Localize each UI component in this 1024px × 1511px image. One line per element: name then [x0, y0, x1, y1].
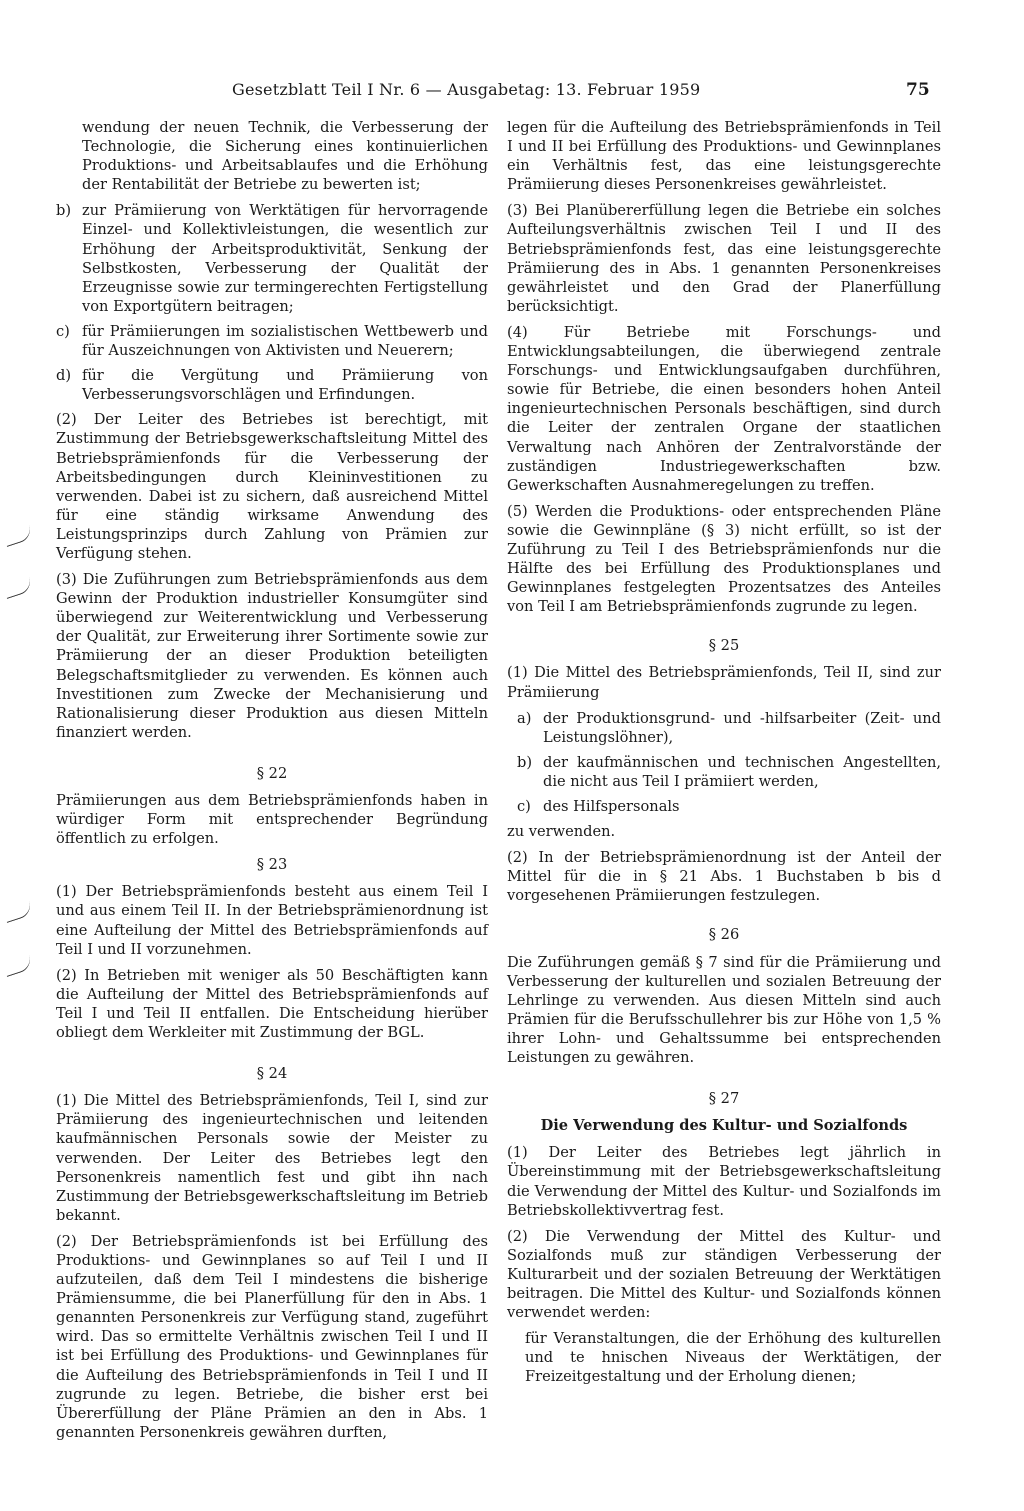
section-26-text: Die Zuführungen gemäß § 7 sind für die Prämiierung und Verbesserung der kulturellen und sozialen Betreuung der Lehrlinge zu verwenden. Aus diesen Mitteln sind auch Prämien für die Berufsschullehrer bis zur Höhe von 1,5 % ihrer Lohn- und Gehaltssumme bei entsprechenden Leistungen zu gewähren. — [507, 953, 941, 1067]
list-text: für Prämiierungen im sozialistischen Wettbewerb und für Auszeichnungen von Aktivisten und Neuerern; — [82, 322, 488, 360]
page-number: 75 — [906, 80, 930, 100]
page-header — [0, 80, 1024, 110]
list-text: für die Vergütung und Prämiierung von Verbesserungsvorschlägen und Erfindungen. — [82, 367, 488, 404]
paragraph-24-1: (1) Die Mittel des Betriebsprämienfonds, Teil I, sind zur Prämiierung des ingenieurtechnischen und leitenden kaufmännischen Personals sowie der Meister zu verwenden. Der Leiter des Betriebes legt den Personenkreis namentlich fest und gibt ihn nach Zustimmung der Betriebsgewerkschaftsleitung im Betrieb bekannt. — [56, 1092, 488, 1224]
paragraph-24-4: (4) Für Betriebe mit Forschungs- und Entwicklungsabteilungen, die überwiegend zentrale Forschungs- und Entwicklungsaufgaben durchführen, sowie für Betriebe, die einen besonders hohen Anteil ingenieurtechnischen Personals beschäftigen, sind durch die Leiter der zentralen Organe der staatlichen Verwaltung nach Anhören der Zentralvorstände der zuständigen Industriegewerkschaften bzw. Gewerkschaften Ausnahmeregelungen zu treffen. — [507, 323, 941, 494]
header-title: Gesetzblatt Teil I Nr. 6 — Ausgabetag: 13. Februar 1959 — [232, 80, 701, 99]
margin-marks — [0, 0, 50, 1511]
paragraph-continuation: wendung der neuen Technik, die Verbesserung der Technologie, die Sicherung eines kontinuierlichen Produktions- und Arbeitsablaufes und die Erhöhung der Rentabilität der Betriebe zu bewerten ist; — [82, 119, 488, 194]
list-item-b — [56, 201, 488, 316]
paragraph-21-3: (3) Die Zuführungen zum Betriebsprämienfonds aus dem Gewinn der Produktion industrieller Konsumgüter sind überwiegend zur Weiterentwicklung und Verbesserung der Qualität, zur Erweiterung ihrer Sortimente sowie zur Prämiierung der an dieser Produktion beteiligten Belegschaftsmitglieder zu verwenden. Es können auch Investitionen zum Zwecke der Mechanisierung und Rationalisierung dieser Produktion aus diesen Mitteln finanziert werden. — [56, 571, 488, 741]
margin-tick-mark — [2, 954, 33, 977]
section-26-title: § 26 — [708, 926, 740, 944]
section-22-title: § 22 — [256, 764, 288, 782]
list-marker: c) — [56, 322, 70, 340]
list-marker: d) — [56, 367, 72, 385]
list-text: der kaufmännischen und technischen Angestellten, die nicht aus Teil I prämiiert werden, — [543, 753, 941, 790]
list-text: des Hilfspersonals — [543, 798, 680, 815]
list-item-c — [507, 797, 941, 816]
list-item-c — [56, 322, 488, 360]
list-marker: b) — [56, 202, 72, 220]
paragraph-24-2: (2) Der Betriebsprämienfonds ist bei Erfüllung des Produktions- und Gewinnplanes so auf Teil I und II aufzuteilen, daß dem Teil I mindestens die bisherige Prämiensumme, die bei Planerfüllung für den in Abs. 1 genannten Personenkreis zur Verfügung stand, zugeführt wird. Das so ermittelte Verhältnis zwischen Teil I und II ist bei Erfüllung des Produktions- und Gewinnplanes für die Aufteilung des Betriebsprämienfonds in Teil I und II zugrunde zu legen. Betriebe, die bisher erst bei Übererfüllung der Pläne Prämien an den in Abs. 1 genannten Personenkreis gewähren durften, — [56, 1232, 488, 1441]
paragraph-23-1: (1) Der Betriebsprämienfonds besteht aus einem Teil I und aus einem Teil II. In der Betriebsprämienordnung ist eine Aufteilung der Mittel des Betriebsprämienfonds auf Teil I und II vorzunehmen. — [56, 883, 488, 958]
list-item-d — [56, 366, 488, 404]
section-25-title: § 25 — [708, 637, 740, 655]
paragraph-continuation: legen für die Aufteilung des Betriebsprämienfonds in Teil I und II bei Erfüllung des Produktions- und Gewinnplanes ein Verhältnis fest, das eine leistungsgerechte Prämiierung dieses Personenkreises gewährleistet. — [507, 119, 941, 194]
paragraph-25-1: (1) Die Mittel des Betriebsprämienfonds, Teil II, sind zur Prämiierung — [507, 664, 941, 701]
paragraph-27-1: (1) Der Leiter des Betriebes legt jährlich in Übereinstimmung mit der Betriebsgewerkschaftsleitung die Verwendung der Mittel des Kultur- und Sozialfonds im Betriebskollektivvertrag fest. — [507, 1144, 941, 1219]
list-marker: a) — [517, 709, 532, 727]
right-column — [507, 118, 941, 1393]
section-23-title: § 23 — [256, 856, 288, 874]
list-item-b — [507, 753, 941, 791]
paragraph-24-5: (5) Werden die Produktions- oder entsprechenden Pläne sowie die Gewinnpläne (§ 3) nicht erfüllt, so ist der Zuführung zu Teil I des Betriebsprämienfonds nur die Hälfte des bei Erfüllung des Produktionsplanes und Gewinnplanes festgelegten Prozentsatzes des Anteiles von Teil I am Betriebsprämienfonds zugrunde zu legen. — [507, 502, 941, 616]
paragraph-27-item: für Veranstaltungen, die der Erhöhung des kulturellen und te hnischen Niveaus der Werktätigen, der Freizeitgestaltung und der Erholung dienen; — [525, 1330, 941, 1386]
paragraph-23-2: (2) In Betrieben mit weniger als 50 Beschäftigten kann die Aufteilung der Mittel des Betriebsprämienfonds auf Teil I und Teil II entfallen. Die Entscheidung hierüber obliegt dem Werkleiter mit Zustimmung der BGL. — [56, 966, 488, 1042]
list-marker: c) — [517, 798, 531, 815]
left-column — [56, 118, 488, 1449]
list-text: der Produktionsgrund- und -hilfsarbeiter (Zeit- und Leistungslöhner), — [543, 709, 941, 746]
section-22-text: Prämiierungen aus dem Betriebsprämienfonds haben in würdiger Form mit entsprechender Begründung öffentlich zu erfolgen. — [56, 792, 488, 848]
paragraph-24-3: (3) Bei Planübererfüllung legen die Betriebe ein solches Aufteilungsverhältnis zwischen Teil I und II des Betriebsprämienfonds fest, das eine leistungsgerechte Prämiierung des in Abs. 1 genannten Personenkreises gewährleistet und den Grad der Planerfüllung berücksichtigt. — [507, 202, 941, 315]
paragraph-25-2: (2) In der Betriebsprämienordnung ist der Anteil der Mittel für die in § 21 Abs. 1 Buchstaben b bis d vorgesehenen Prämiierungen festzulegen. — [507, 849, 941, 905]
section-27-title: § 27 — [708, 1090, 740, 1108]
margin-tick-mark — [2, 524, 33, 547]
paragraph-21-2: (2) Der Leiter des Betriebes ist berechtigt, mit Zustimmung der Betriebsgewerkschaftsleitung Mittel des Betriebsprämienfonds für die Verbesserung der Arbeitsbedingungen durch Kleininvestitionen zu verwenden. Dabei ist zu sichern, daß ausreichend Mittel für eine ständig wirksame Anwendung des Leistungsprinzips durch Zahlung von Prämien zur Verfügung stehen. — [56, 411, 488, 562]
paragraph-27-2: (2) Die Verwendung der Mittel des Kultur- und Sozialfonds muß zur ständigen Verbesserung der Kulturarbeit und der sozialen Betreuung der Werktätigen beitragen. Die Mittel des Kultur- und Sozialfonds können verwendet werden: — [507, 1227, 941, 1322]
paragraph-25-tail: zu verwenden. — [507, 823, 616, 841]
margin-tick-mark — [2, 576, 33, 599]
list-item-a — [507, 709, 941, 747]
list-text: zur Prämiierung von Werktätigen für hervorragende Einzel- und Kollektivleistungen, die wesentlich zur Erhöhung der Arbeitsproduktivität, Senkung der Selbstkosten, Verbesserung der Qualität der Erzeugnisse sowie zur termingerechten Fertigstellung von Exportgütern beitragen; — [82, 202, 488, 315]
margin-tick-mark — [2, 900, 33, 923]
section-27-heading: Die Verwendung des Kultur- und Sozialfonds — [540, 1117, 908, 1135]
section-24-title: § 24 — [256, 1065, 288, 1083]
list-marker: b) — [517, 753, 533, 771]
